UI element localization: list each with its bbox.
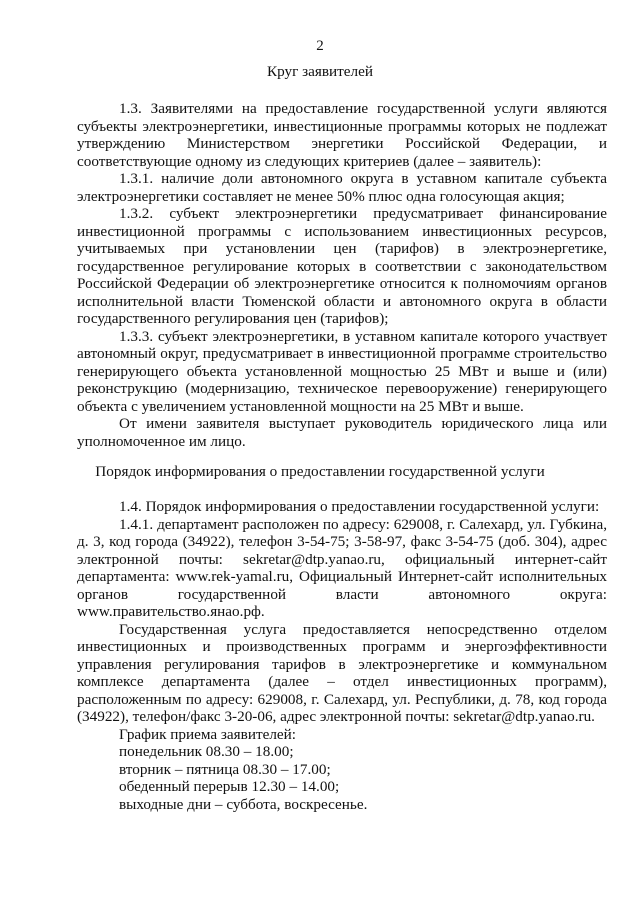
paragraph-1-3: 1.3. Заявителями на предоставление государственной услуги являются субъекты электроэнергетики, инвестиционные программы которых не подлежат утверждению Министерством энергетики Российской Федерации, и соответствующие одному из следующих критериев (далее – заявитель): (77, 100, 607, 170)
paragraph-representative: От имени заявителя выступает руководитель юридического лица или уполномоченное им лицо. (77, 415, 607, 450)
schedule-line: обеденный перерыв 12.30 – 14.00; (119, 778, 340, 795)
section-information (77, 498, 607, 813)
heading-information: Порядок информирования о предоставлении государственной услуги (95, 463, 545, 480)
section-applicants (77, 100, 607, 450)
paragraph-1-3-1: 1.3.1. наличие доли автономного округа в уставном капитале субъекта электроэнергетики составляет не менее 50% плюс одна голосующая акция; (77, 170, 607, 205)
schedule-line: вторник – пятница 08.30 – 17.00; (119, 760, 331, 778)
heading-applicants: Круг заявителей (267, 63, 373, 80)
schedule-line: понедельник 08.30 – 18.00; (119, 743, 294, 760)
paragraph-service: Государственная услуга предоставляется непосредственно отделом инвестиционных и производственных программ и энергоэффективности управления регулирования тарифов в электроэнергетике и коммунальном комплексе департамента (далее – отдел инвестиционных программ), расположенным по адресу: 629008, г. Салехард, ул. Республики, д. 78, код города (34922), телефон/факс 3-20-06, адрес электронной почты: sekretar@dtp.yanao.ru. (77, 620, 607, 725)
paragraph-1-3-2: 1.3.2. субъект электроэнергетики предусматривает финансирование инвестиционной программы с использованием инвестиционных ресурсов, учитываемых при установлении цен (тарифов) в электроэнергетике, государственное регулирование которых в соответствии с законодательством Российской Федерации об электроэнергетике относится к полномочиям органов исполнительной власти Тюменской области и автономного округа в области государственного регулирования цен (тарифов); (77, 205, 607, 327)
paragraph-1-3-3: 1.3.3. субъект электроэнергетики, в уставном капитале которого участвует автономный округ, предусматривает в инвестиционной программе строительство генерирующего объекта установленной мощностью 25 МВт и выше и (или) реконструкцию (модернизацию, техническое перевооружение) генерирующего объекта с увеличением установленной мощности на 25 МВт и выше. (77, 327, 607, 415)
paragraph-1-4-1: 1.4.1. департамент расположен по адресу: 629008, г. Салехард, ул. Губкина, д. 3, код города (34922), телефон 3-54-75; 3-58-97, факс 3-54-75 (доб. 304), адрес электронной почты: sekretar@dtp.yanao.ru, официальный интернет-сайт департамента: www.rek-yamal.ru, Официальный Интернет-сайт исполнительных органов государственной власти автономного округа: www.правительство.янао.рф. (77, 515, 607, 620)
paragraph-1-4: 1.4. Порядок информирования о предоставлении государственной услуги: (119, 498, 600, 515)
schedule-title: График приема заявителей: (119, 725, 297, 743)
page-number: 2 (316, 38, 324, 54)
schedule-line: выходные дни – суббота, воскресенье. (119, 795, 368, 813)
